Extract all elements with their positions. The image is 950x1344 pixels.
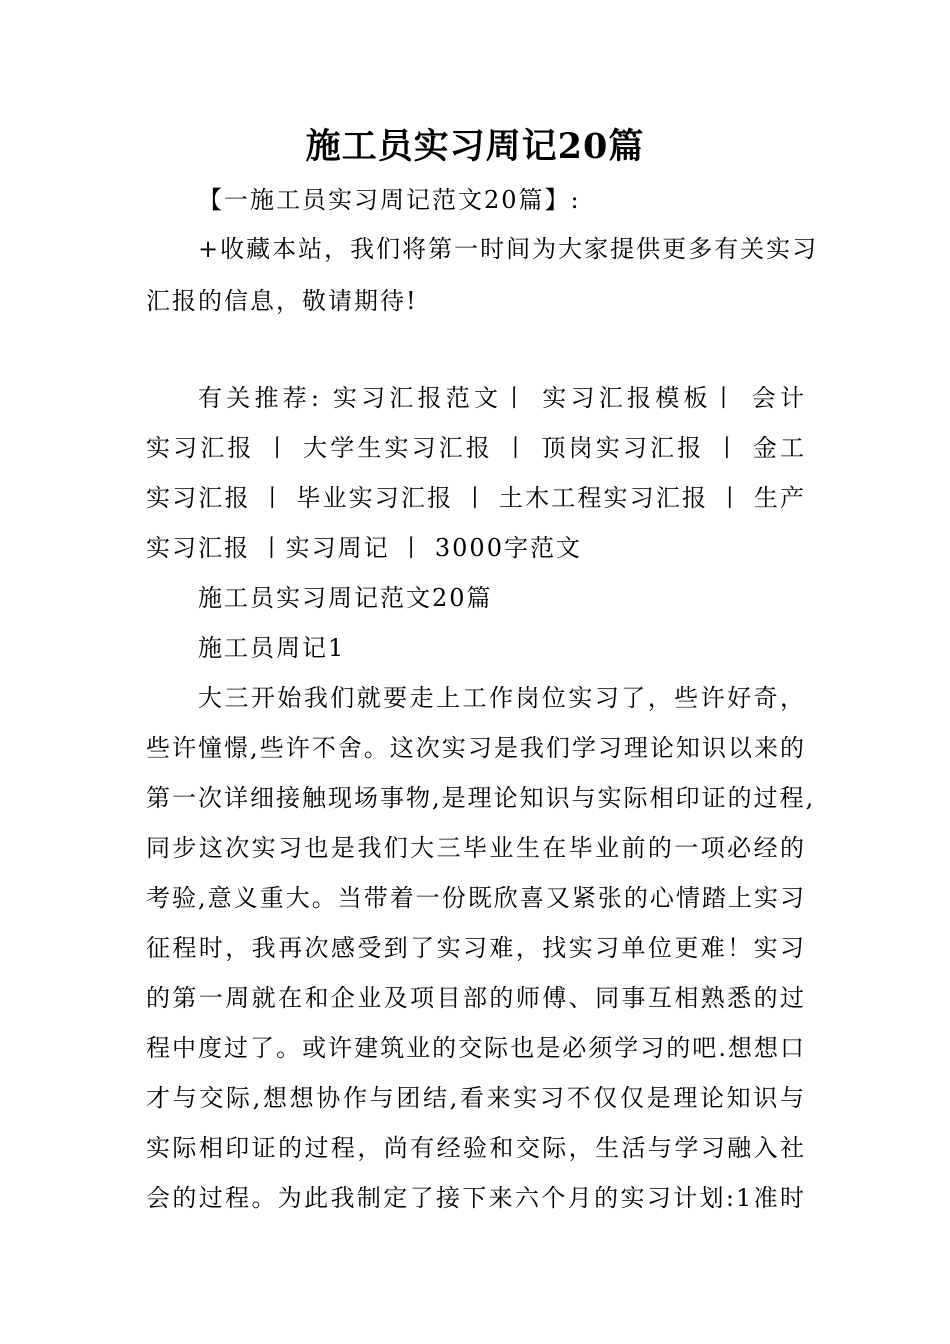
body-line: 实际相印证的过程，尚有经验和交际，生活与学习融入社 bbox=[146, 1134, 806, 1162]
body-line: 会的过程。为此我制定了接下来六个月的实习计划:1准时 bbox=[146, 1184, 806, 1212]
body-line: 考验,意义重大。当带着一份既欣喜又紧张的心情踏上实习 bbox=[146, 884, 806, 912]
body-line: 程中度过了。或许建筑业的交际也是必须学习的吧.想想口 bbox=[146, 1034, 806, 1062]
recommend-line: 实习汇报 丨 大学生实习汇报 丨 顶岗实习汇报 丨 金工 bbox=[146, 434, 806, 462]
paragraph-line: +收藏本站，我们将第一时间为大家提供更多有关实习 bbox=[198, 235, 819, 263]
body-line: 大三开始我们就要走上工作岗位实习了，些许好奇， bbox=[198, 684, 806, 712]
body-line: 些许憧憬,些许不舍。这次实习是我们学习理论知识以来的 bbox=[146, 734, 806, 762]
subtitle-line: 【一施工员实习周记范文20篇】: bbox=[198, 186, 581, 214]
recommend-line: 实习汇报 丨实习周记 丨 3000字范文 bbox=[146, 534, 582, 562]
body-line: 才与交际,想想协作与团结,看来实习不仅仅是理论知识与 bbox=[146, 1084, 806, 1112]
recommend-line: 实习汇报 丨 毕业实习汇报 丨 土木工程实习汇报 丨 生产 bbox=[146, 484, 806, 512]
section-heading: 施工员实习周记范文20篇 bbox=[198, 584, 493, 612]
body-line: 同步这次实习也是我们大三毕业生在毕业前的一项必经的 bbox=[146, 834, 806, 862]
body-line: 征程时，我再次感受到了实习难，找实习单位更难！实习 bbox=[146, 934, 806, 962]
section-heading: 施工员周记1 bbox=[198, 634, 346, 662]
paragraph-line: 汇报的信息，敬请期待! bbox=[146, 287, 418, 315]
body-line: 的第一周就在和企业及项目部的师傅、同事互相熟悉的过 bbox=[146, 984, 806, 1012]
recommend-line: 有关推荐: 实习汇报范文丨 实习汇报模板丨 会计 bbox=[198, 384, 806, 412]
body-line: 第一次详细接触现场事物,是理论知识与实际相印证的过程, bbox=[146, 784, 816, 812]
document-title: 施工员实习周记20篇 bbox=[305, 126, 645, 167]
